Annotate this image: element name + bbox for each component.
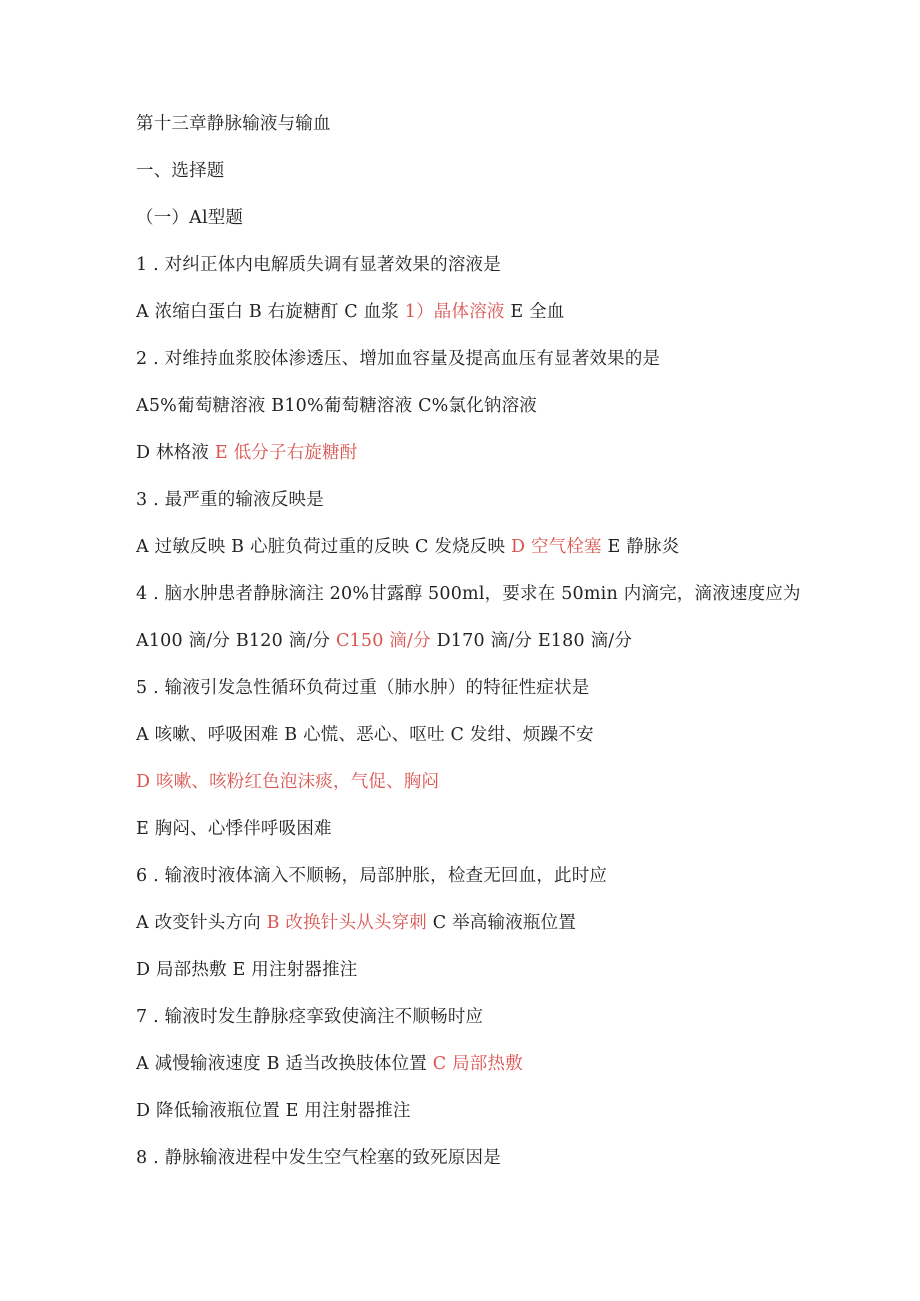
text-line	[136, 1001, 896, 1048]
text-segment: A 咳嗽、呼吸困难 B 心慌、恶心、呕吐 C 发绀、烦躁不安	[136, 725, 594, 745]
answer-highlight: C 局部热敷	[432, 1054, 523, 1074]
text-segment: E 全血	[504, 302, 565, 322]
subsection-heading: （一）Al型题	[136, 208, 244, 228]
text-line	[136, 860, 896, 907]
text-segment: A 减慢输液速度 B 适当改换肢体位置	[136, 1054, 433, 1074]
section-heading: 一、选择题	[136, 161, 225, 181]
text-segment: A 改变针头方向	[136, 913, 267, 933]
text-line	[136, 437, 896, 484]
text-segment: A 过敏反映 B 心脏负荷过重的反映 C 发烧反映	[136, 537, 511, 557]
text-line	[136, 343, 896, 390]
text-segment: A5%葡萄糖溶液 B10%葡萄糖溶液 C%氯化钠溶液	[136, 396, 537, 416]
question-list	[136, 249, 896, 1189]
text-line	[136, 1095, 896, 1142]
text-line	[136, 390, 896, 437]
text-segment: D 降低输液瓶位置 E 用注射器推注	[136, 1101, 411, 1121]
text-segment: 1 . 对纠正体内电解质失调有显著效果的溶液是	[136, 255, 501, 275]
text-line	[136, 672, 896, 719]
text-line	[136, 813, 896, 860]
text-segment: D 局部热敷 E 用注射器推注	[136, 960, 358, 980]
document-page	[136, 108, 896, 1189]
text-segment: 6 . 输液时液体滴入不顺畅，局部肿胀，检查无回血，此时应	[136, 866, 608, 886]
text-line	[136, 484, 896, 531]
chapter-title: 第十三章静脉输液与输血	[136, 114, 331, 134]
text-line	[136, 1142, 896, 1189]
text-line	[136, 625, 896, 672]
text-line	[136, 907, 896, 954]
answer-highlight: D 空气栓塞	[510, 537, 602, 557]
text-segment: E 胸闷、心悸伴呼吸困难	[136, 819, 332, 839]
text-segment: C 举高输液瓶位置	[427, 913, 577, 933]
answer-highlight: 1）晶体溶液	[404, 302, 505, 322]
answer-highlight: B 改换针头从头穿刺	[266, 913, 428, 933]
text-segment: A 浓缩白蛋白 B 右旋糖酊 C 血浆	[136, 302, 405, 322]
answer-highlight: C150 滴/分	[335, 631, 431, 651]
text-segment: A100 滴/分 B120 滴/分	[136, 631, 336, 651]
text-line	[136, 296, 896, 343]
text-segment: 3 . 最严重的输液反映是	[136, 490, 324, 510]
text-line	[136, 531, 896, 578]
text-segment: 4 . 脑水肿患者静脉滴注 20%甘露醇 500ml，要求在 50min 内滴完，滴液速度应为	[136, 584, 801, 604]
text-line	[136, 719, 896, 766]
answer-highlight: E 低分子右旋糖酎	[214, 443, 358, 463]
text-line	[136, 766, 896, 813]
text-segment: 8 . 静脉输液进程中发生空气栓塞的致死原因是	[136, 1148, 501, 1168]
text-line	[136, 1048, 896, 1095]
text-segment: 2 . 对维持血浆胶体渗透压、增加血容量及提高血压有显著效果的是	[136, 349, 661, 369]
text-line	[136, 954, 896, 1001]
text-segment: 5 . 输液引发急性循环负荷过重（肺水肿）的特征性症状是	[136, 678, 590, 698]
text-segment: E 静脉炎	[601, 537, 680, 557]
text-segment: D170 滴/分 E180 滴/分	[430, 631, 633, 651]
answer-highlight: D 咳嗽、咳粉红色泡沫痰，气促、胸闷	[136, 772, 440, 792]
text-line	[136, 578, 896, 625]
text-line	[136, 249, 896, 296]
text-segment: 7 . 输液时发生静脉痉挛致使滴注不顺畅时应	[136, 1007, 484, 1027]
text-segment: D 林格液	[136, 443, 215, 463]
